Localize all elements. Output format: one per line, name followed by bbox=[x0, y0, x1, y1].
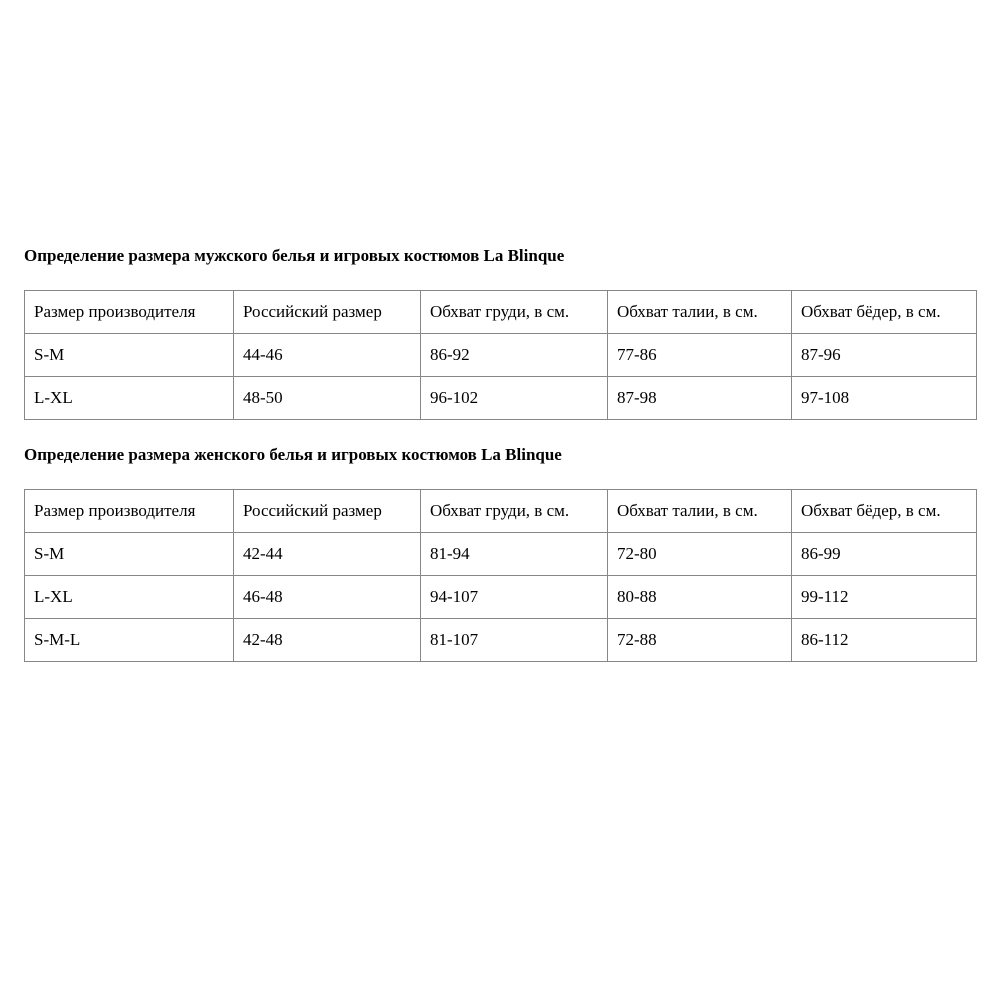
header-russian-size: Российский размер bbox=[234, 291, 421, 334]
header-hips: Обхват бёдер, в см. bbox=[792, 490, 977, 533]
womens-section-title: Определение размера женского белья и игровых костюмов La Blinque bbox=[24, 445, 562, 464]
mens-section-title: Определение размера мужского белья и игровых костюмов La Blinque bbox=[24, 246, 565, 265]
cell-size: S-M bbox=[25, 334, 234, 377]
cell-waist: 72-88 bbox=[608, 619, 792, 662]
cell-russian-size: 46-48 bbox=[234, 576, 421, 619]
header-hips: Обхват бёдер, в см. bbox=[792, 291, 977, 334]
cell-waist: 80-88 bbox=[608, 576, 792, 619]
cell-russian-size: 48-50 bbox=[234, 377, 421, 420]
table-header-row bbox=[25, 291, 977, 334]
cell-chest: 81-94 bbox=[421, 533, 608, 576]
cell-hips: 86-99 bbox=[792, 533, 977, 576]
cell-russian-size: 44-46 bbox=[234, 334, 421, 377]
header-chest: Обхват груди, в см. bbox=[421, 490, 608, 533]
cell-chest: 96-102 bbox=[421, 377, 608, 420]
cell-size: L-XL bbox=[25, 377, 234, 420]
header-russian-size: Российский размер bbox=[234, 490, 421, 533]
header-manufacturer-size: Размер производителя bbox=[25, 490, 234, 533]
header-waist: Обхват талии, в см. bbox=[608, 291, 792, 334]
womens-size-section bbox=[24, 445, 976, 662]
cell-hips: 87-96 bbox=[792, 334, 977, 377]
cell-size: S-M bbox=[25, 533, 234, 576]
cell-russian-size: 42-48 bbox=[234, 619, 421, 662]
header-chest: Обхват груди, в см. bbox=[421, 291, 608, 334]
cell-chest: 86-92 bbox=[421, 334, 608, 377]
table-row bbox=[25, 619, 977, 662]
cell-russian-size: 42-44 bbox=[234, 533, 421, 576]
cell-waist: 72-80 bbox=[608, 533, 792, 576]
table-row bbox=[25, 576, 977, 619]
header-waist: Обхват талии, в см. bbox=[608, 490, 792, 533]
mens-size-table bbox=[24, 290, 977, 420]
table-row bbox=[25, 533, 977, 576]
table-row bbox=[25, 334, 977, 377]
cell-chest: 81-107 bbox=[421, 619, 608, 662]
cell-size: S-M-L bbox=[25, 619, 234, 662]
table-row bbox=[25, 377, 977, 420]
mens-size-section bbox=[24, 246, 976, 420]
cell-size: L-XL bbox=[25, 576, 234, 619]
cell-waist: 87-98 bbox=[608, 377, 792, 420]
header-manufacturer-size: Размер производителя bbox=[25, 291, 234, 334]
cell-hips: 86-112 bbox=[792, 619, 977, 662]
cell-chest: 94-107 bbox=[421, 576, 608, 619]
cell-waist: 77-86 bbox=[608, 334, 792, 377]
table-header-row bbox=[25, 490, 977, 533]
womens-size-table bbox=[24, 489, 977, 662]
cell-hips: 99-112 bbox=[792, 576, 977, 619]
cell-hips: 97-108 bbox=[792, 377, 977, 420]
